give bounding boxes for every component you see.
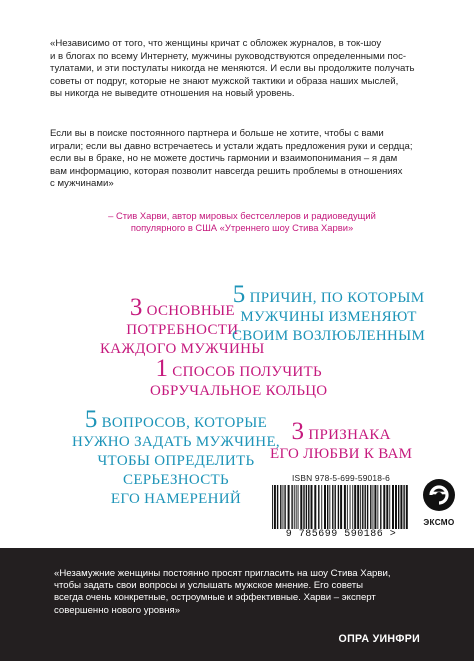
barcode-bar [308,485,309,529]
barcode-bar [314,485,316,529]
bullet-line: ПРИЧИН, ПО КОТОРЫМ [249,290,425,306]
barcode-bar [377,485,378,529]
barcode-bar [335,485,336,529]
bullet-line: СПОСОБ ПОЛУЧИТЬ [172,364,322,380]
barcode-bar [303,485,304,529]
bullet-line: ЕГО НАМЕРЕНИЙ [110,491,242,507]
intro-paragraph-1: «Независимо от того, что женщины кричат с обложек журналов, в ток-шоу и в блогах по всему Интернету, мужчины руководствуются определенными пос- тулатами, и эти постулаты никогда не меняются. И если вы продолжите получать советы от подруг, которые не знают мужской тактики и образа наших мыслей, вы никогда не выведите отношения на новый уровень. [50,38,415,100]
bullet-reasons [232,281,426,346]
barcode-bar [400,485,402,529]
barcode-bar [277,485,278,529]
barcode-bar [354,485,356,529]
publisher-logo [418,474,460,532]
bullet-line: ПОТРЕБНОСТИ [126,322,239,338]
bullet-line: ОБРУЧАЛЬНОЕ КОЛЬЦО [150,383,328,399]
barcode-bar [300,485,302,529]
barcode-bar [280,485,281,529]
barcode-bar [340,485,342,529]
footer-quote: «Незамужние женщины постоянно просят пригласить на шоу Стива Харви, чтобы задать свои вопросы и услышать мужское мнение. Его советы всегда очень конкретные, остроумные и эффективные. Харви – эксперт совершенно нового уровня» [54,568,391,616]
bullet-number: 5 [84,406,98,433]
barcode-digits: 9 785699 590186 > [285,529,397,540]
barcode-bar [362,485,363,529]
barcode-bar [352,485,353,529]
barcode-bar [344,485,346,529]
bullet-line: ПРИЗНАКА [308,427,391,443]
barcode-bar [296,485,297,529]
eksmo-logo-icon [422,474,456,516]
bullet-signs [270,418,413,464]
barcode-bar [367,485,368,529]
barcode-bar [329,485,330,529]
barcode-bar [365,485,366,529]
barcode-bar [406,485,408,529]
barcode-bar [347,485,348,529]
bullet-line: МУЖЧИНЫ ИЗМЕНЯЮТ [240,309,417,325]
bullet-number: 3 [291,418,305,445]
barcode-bar [318,485,319,529]
bullet-line: НУЖНО ЗАДАТЬ МУЖЧИНЕ, [72,434,280,450]
barcode-bar [370,485,371,529]
barcode-bar [389,485,390,529]
barcode-bar [298,485,299,529]
bullet-line: СВОИМ ВОЗЛЮБЛЕННЫМ [232,328,426,344]
barcode-bar [272,485,273,529]
barcode-bar [350,485,351,529]
barcode-bar [338,485,339,529]
bullet-line: ВОПРОСОВ, КОТОРЫЕ [101,415,268,431]
barcode-bar [294,485,295,529]
barcode-bar [374,485,376,529]
bullet-ring [150,355,328,401]
footer-quote-panel [0,548,474,661]
attribution: – Стив Харви, автор мировых бестселлеров и радиоведущий популярного в США «Утреннего шоу Стива Харви» [108,210,376,234]
isbn-block [266,473,416,543]
barcode-bar [403,485,404,529]
barcode-bar [380,485,381,529]
barcode-bar [288,485,290,529]
barcode-bar [360,485,361,529]
bullet-questions [72,406,280,509]
barcode-bar [386,485,388,529]
barcode-bar [324,485,326,529]
barcode-bar [398,485,399,529]
bullet-number: 3 [129,294,143,321]
publisher-name: ЭКСМО [423,518,455,527]
bullet-line: ЧТОБЫ ОПРЕДЕЛИТЬ [97,453,255,469]
barcode-bar [332,485,333,529]
barcode-bar [284,485,285,529]
bullet-number: 1 [155,355,169,382]
bullet-line: ЕГО ЛЮБВИ К ВАМ [270,446,413,462]
intro-paragraph-2: Если вы в поиске постоянного партнера и больше не хотите, чтобы с вами играли; если вы давно встречаетесь и устали ждать предложения руки и сердца; если вы в браке, но не можете достичь гармонии и взаимопонимания – я дам вам информацию, которая позволит навсегда решить проблемы в отношениях с мужчинами» [50,128,413,190]
barcode-bar [321,485,322,529]
barcode-bar [395,485,397,529]
bullet-line: ОСНОВНЫЕ [146,303,235,319]
barcode-bar [274,485,276,529]
barcode-bar [291,485,292,529]
bullet-line: КАЖДОГО МУЖЧИНЫ [100,341,265,357]
barcode-bar [383,485,385,529]
barcode-bar [327,485,328,529]
barcode-bar [283,485,284,529]
barcode-bar [311,485,313,529]
bullet-line: СЕРЬЕЗНОСТЬ [123,472,229,488]
isbn-label: ISBN 978-5-699-59018-6 [292,473,390,483]
bullet-number: 5 [232,281,246,308]
barcode-image [270,485,412,529]
barcode-bar [392,485,394,529]
barcode-bar [306,485,307,529]
barcode-bar [373,485,374,529]
footer-signature: ОПРА УИНФРИ [338,633,420,645]
barcode-bar [357,485,359,529]
